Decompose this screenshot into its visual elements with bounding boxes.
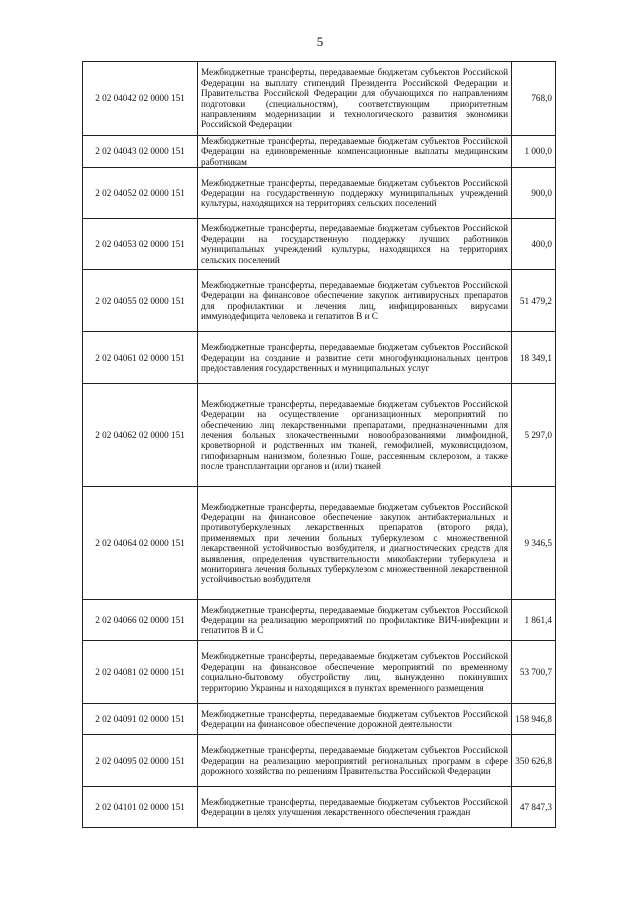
- amount-cell: 158 946,8: [512, 704, 556, 735]
- amount-cell: 51 479,2: [512, 270, 556, 332]
- description-cell: Межбюджетные трансферты, передаваемые бюджетам субъектов Российской Федерации на финансовое обеспечение дорожной деятельности: [198, 704, 512, 735]
- budget-code-cell: 2 02 04095 02 0000 151: [83, 735, 198, 787]
- amount-cell: 18 349,1: [512, 332, 556, 384]
- description-cell: Межбюджетные трансферты, передаваемые бюджетам субъектов Российской Федерации на финансовое обеспечение закупок антивирусных препаратов для профилактики и лечения лиц, инфицированных вирусами иммунодефицита человека и гепатитов В и С: [198, 270, 512, 332]
- description-cell: Межбюджетные трансферты, передаваемые бюджетам субъектов Российской Федерации в целях улучшения лекарственного обеспечения граждан: [198, 787, 512, 828]
- budget-code-cell: 2 02 04091 02 0000 151: [83, 704, 198, 735]
- amount-cell: 5 297,0: [512, 384, 556, 487]
- amount-cell: 53 700,7: [512, 641, 556, 704]
- budget-code-cell: 2 02 04062 02 0000 151: [83, 384, 198, 487]
- budget-code-cell: 2 02 04101 02 0000 151: [83, 787, 198, 828]
- table-row: [83, 600, 556, 641]
- table-row: [83, 136, 556, 168]
- budget-code-cell: 2 02 04052 02 0000 151: [83, 168, 198, 219]
- description-cell: Межбюджетные трансферты, передаваемые бюджетам субъектов Российской Федерации на финансовое обеспечение закупок антибактериальных и противотуберкулезных лекарственных препаратов (второго ряда), применяемых при лечении больных туберкулезом с множественной лекарственной устойчивостью возбудителя, и диагностических средств для выявления, определения чувствительности микобактерии туберкулеза и мониторинга лечения больных туберкулезом с множественной лекарственной устойчивостью возбудителя: [198, 487, 512, 600]
- amount-cell: 1 861,4: [512, 600, 556, 641]
- table-row: [83, 704, 556, 735]
- description-cell: Межбюджетные трансферты, передаваемые бюджетам субъектов Российской Федерации на выплату стипендий Президента Российской Федерации и Правительства Российской Федерации для обучающихся по направлениям подготовки (специальностям), соответствующим приоритетным направлениям модернизации и технологического развития экономики Российской Федерации: [198, 62, 512, 136]
- budget-transfers-table: [82, 61, 556, 828]
- table-row: [83, 332, 556, 384]
- amount-cell: 1 000,0: [512, 136, 556, 168]
- budget-code-cell: 2 02 04061 02 0000 151: [83, 332, 198, 384]
- table-row: [83, 62, 556, 136]
- table-row: [83, 487, 556, 600]
- budget-code-cell: 2 02 04055 02 0000 151: [83, 270, 198, 332]
- budget-code-cell: 2 02 04053 02 0000 151: [83, 219, 198, 270]
- description-cell: Межбюджетные трансферты, передаваемые бюджетам субъектов Российской Федерации на реализацию мероприятий по профилактике ВИЧ-инфекции и гепатитов В и С: [198, 600, 512, 641]
- page-number: 5: [316, 34, 324, 49]
- description-cell: Межбюджетные трансферты, передаваемые бюджетам субъектов Российской Федерации на государственную поддержку муниципальных учреждений культуры, находящихся на территориях сельских поселений: [198, 168, 512, 219]
- budget-code-cell: 2 02 04043 02 0000 151: [83, 136, 198, 168]
- description-cell: Межбюджетные трансферты, передаваемые бюджетам субъектов Российской Федерации на реализацию мероприятий региональных программ в сфере дорожного хозяйства по решениям Правительства Российской Федерации: [198, 735, 512, 787]
- amount-cell: 47 847,3: [512, 787, 556, 828]
- table-row: [83, 641, 556, 704]
- budget-code-cell: 2 02 04064 02 0000 151: [83, 487, 198, 600]
- table-row: [83, 787, 556, 828]
- description-cell: Межбюджетные трансферты, передаваемые бюджетам субъектов Российской Федерации на осуществление организационных мероприятий по обеспечению лиц лекарственными препаратами, предназначенными для лечения больных злокачественными новообразованиями лимфоидной, кроветворной и родственных им тканей, гемофилией, муковисцидозом, гипофизарным нанизмом, болезнью Гоше, рассеянным склерозом, а также после трансплантации органов и (или) тканей: [198, 384, 512, 487]
- table-row: [83, 270, 556, 332]
- amount-cell: 400,0: [512, 219, 556, 270]
- budget-code-cell: 2 02 04081 02 0000 151: [83, 641, 198, 704]
- description-cell: Межбюджетные трансферты, передаваемые бюджетам субъектов Российской Федерации на создание и развитие сети многофункциональных центров предоставления государственных и муниципальных услуг: [198, 332, 512, 384]
- description-cell: Межбюджетные трансферты, передаваемые бюджетам субъектов Российской Федерации на государственную поддержку лучших работников муниципальных учреждений культуры, находящихся на территориях сельских поселений: [198, 219, 512, 270]
- description-cell: Межбюджетные трансферты, передаваемые бюджетам субъектов Российской Федерации на финансовое обеспечение мероприятий по временному социально-бытовому обустройству лиц, вынужденно покинувших территорию Украины и находящихся в пунктах временного размещения: [198, 641, 512, 704]
- amount-cell: 768,0: [512, 62, 556, 136]
- budget-code-cell: 2 02 04066 02 0000 151: [83, 600, 198, 641]
- description-cell: Межбюджетные трансферты, передаваемые бюджетам субъектов Российской Федерации на единовременные компенсационные выплаты медицинским работникам: [198, 136, 512, 168]
- table-body: [83, 62, 556, 828]
- table-row: [83, 219, 556, 270]
- amount-cell: 350 626,8: [512, 735, 556, 787]
- table-row: [83, 168, 556, 219]
- amount-cell: 9 346,5: [512, 487, 556, 600]
- table-row: [83, 735, 556, 787]
- table-row: [83, 384, 556, 487]
- budget-code-cell: 2 02 04042 02 0000 151: [83, 62, 198, 136]
- amount-cell: 900,0: [512, 168, 556, 219]
